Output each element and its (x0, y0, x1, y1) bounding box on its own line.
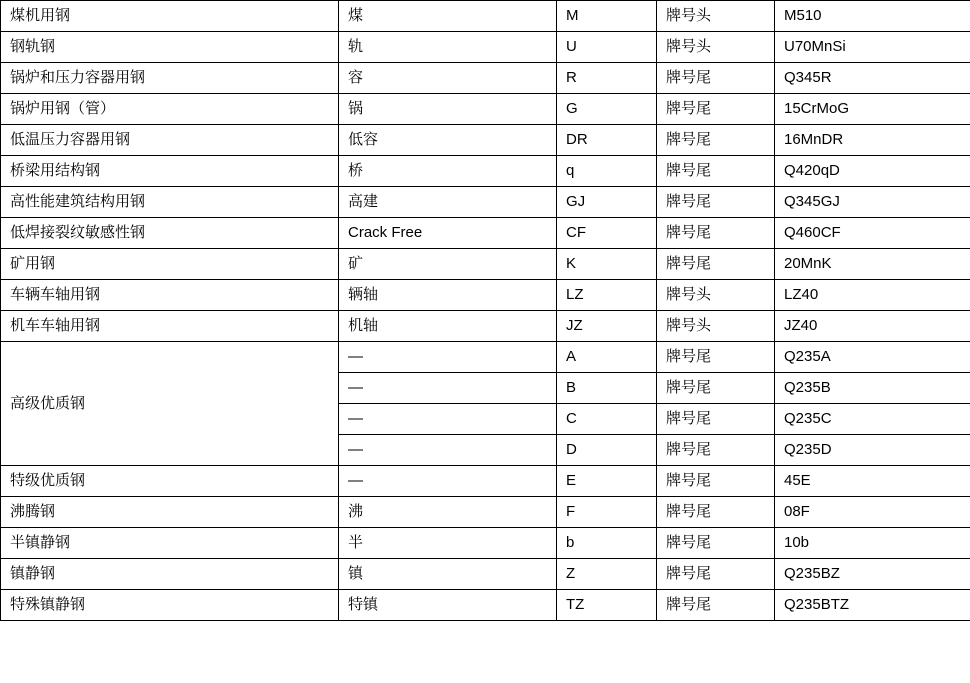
cell-symbol: B (557, 373, 657, 404)
cell-char: 沸 (339, 497, 557, 528)
cell-example: U70MnSi (775, 32, 970, 63)
cell-example: 15CrMoG (775, 94, 970, 125)
cell-char: 高建 (339, 187, 557, 218)
cell-example: M510 (775, 1, 970, 32)
cell-symbol: A (557, 342, 657, 373)
cell-purpose: 特殊镇静钢 (1, 590, 339, 621)
cell-purpose: 低焊接裂纹敏感性钢 (1, 218, 339, 249)
cell-char: 桥 (339, 156, 557, 187)
table-row (1, 32, 970, 63)
cell-purpose: 半镇静钢 (1, 528, 339, 559)
cell-example: LZ40 (775, 280, 970, 311)
cell-position: 牌号尾 (657, 342, 775, 373)
cell-char: 矿 (339, 249, 557, 280)
cell-position: 牌号头 (657, 280, 775, 311)
cell-char: 特镇 (339, 590, 557, 621)
cell-purpose-merged: 高级优质钢 (1, 342, 339, 466)
cell-position: 牌号头 (657, 32, 775, 63)
table-row (1, 125, 970, 156)
cell-purpose: 钢轨钢 (1, 32, 339, 63)
cell-symbol: CF (557, 218, 657, 249)
cell-char: Crack Free (339, 218, 557, 249)
cell-position: 牌号头 (657, 311, 775, 342)
cell-position: 牌号尾 (657, 187, 775, 218)
cell-char: — (339, 466, 557, 497)
table-row (1, 94, 970, 125)
cell-symbol: D (557, 435, 657, 466)
cell-char: 机轴 (339, 311, 557, 342)
cell-char: 低容 (339, 125, 557, 156)
cell-char: 锅 (339, 94, 557, 125)
cell-position: 牌号尾 (657, 63, 775, 94)
cell-example: 16MnDR (775, 125, 970, 156)
cell-position: 牌号尾 (657, 466, 775, 497)
cell-purpose: 低温压力容器用钢 (1, 125, 339, 156)
cell-symbol: K (557, 249, 657, 280)
cell-position: 牌号尾 (657, 590, 775, 621)
cell-purpose: 镇静钢 (1, 559, 339, 590)
table-row (1, 249, 970, 280)
cell-example: Q235BTZ (775, 590, 970, 621)
table-row (1, 590, 970, 621)
cell-example: Q345GJ (775, 187, 970, 218)
cell-char: 半 (339, 528, 557, 559)
cell-position: 牌号尾 (657, 94, 775, 125)
cell-position: 牌号尾 (657, 528, 775, 559)
cell-purpose: 矿用钢 (1, 249, 339, 280)
cell-char: 轨 (339, 32, 557, 63)
cell-symbol: R (557, 63, 657, 94)
cell-example: 10b (775, 528, 970, 559)
table-row (1, 342, 970, 373)
cell-example: Q345R (775, 63, 970, 94)
cell-example: 08F (775, 497, 970, 528)
cell-purpose: 高性能建筑结构用钢 (1, 187, 339, 218)
table-row (1, 466, 970, 497)
table-row (1, 156, 970, 187)
cell-example: Q235C (775, 404, 970, 435)
cell-purpose: 锅炉和压力容器用钢 (1, 63, 339, 94)
cell-symbol: F (557, 497, 657, 528)
cell-example: Q460CF (775, 218, 970, 249)
table-body (1, 1, 970, 621)
table-row (1, 218, 970, 249)
cell-symbol: GJ (557, 187, 657, 218)
cell-purpose: 特级优质钢 (1, 466, 339, 497)
cell-example: Q235A (775, 342, 970, 373)
cell-symbol: M (557, 1, 657, 32)
cell-purpose: 机车车轴用钢 (1, 311, 339, 342)
cell-purpose: 沸腾钢 (1, 497, 339, 528)
cell-example: Q235BZ (775, 559, 970, 590)
cell-char: 辆轴 (339, 280, 557, 311)
cell-example: 45E (775, 466, 970, 497)
cell-symbol: G (557, 94, 657, 125)
cell-symbol: JZ (557, 311, 657, 342)
cell-symbol: LZ (557, 280, 657, 311)
cell-position: 牌号尾 (657, 404, 775, 435)
cell-char: 煤 (339, 1, 557, 32)
table-row (1, 187, 970, 218)
cell-position: 牌号尾 (657, 497, 775, 528)
cell-char: — (339, 373, 557, 404)
cell-purpose: 锅炉用钢（管） (1, 94, 339, 125)
cell-char: 镇 (339, 559, 557, 590)
cell-char: — (339, 404, 557, 435)
cell-position: 牌号尾 (657, 249, 775, 280)
table-row (1, 497, 970, 528)
cell-position: 牌号尾 (657, 373, 775, 404)
cell-example: 20MnK (775, 249, 970, 280)
cell-purpose: 煤机用钢 (1, 1, 339, 32)
cell-position: 牌号尾 (657, 218, 775, 249)
cell-char: — (339, 435, 557, 466)
cell-char: — (339, 342, 557, 373)
cell-example: Q235D (775, 435, 970, 466)
cell-symbol: E (557, 466, 657, 497)
cell-position: 牌号尾 (657, 156, 775, 187)
cell-purpose: 车辆车轴用钢 (1, 280, 339, 311)
cell-char: 容 (339, 63, 557, 94)
table-row (1, 280, 970, 311)
cell-position: 牌号尾 (657, 125, 775, 156)
cell-position: 牌号头 (657, 1, 775, 32)
cell-position: 牌号尾 (657, 559, 775, 590)
cell-purpose: 桥梁用结构钢 (1, 156, 339, 187)
table-row (1, 1, 970, 32)
cell-symbol: b (557, 528, 657, 559)
cell-symbol: q (557, 156, 657, 187)
table-row (1, 311, 970, 342)
cell-symbol: TZ (557, 590, 657, 621)
table-row (1, 559, 970, 590)
cell-symbol: Z (557, 559, 657, 590)
cell-example: JZ40 (775, 311, 970, 342)
table-row (1, 528, 970, 559)
cell-example: Q420qD (775, 156, 970, 187)
cell-example: Q235B (775, 373, 970, 404)
cell-position: 牌号尾 (657, 435, 775, 466)
cell-symbol: C (557, 404, 657, 435)
cell-symbol: U (557, 32, 657, 63)
cell-symbol: DR (557, 125, 657, 156)
table-row (1, 63, 970, 94)
